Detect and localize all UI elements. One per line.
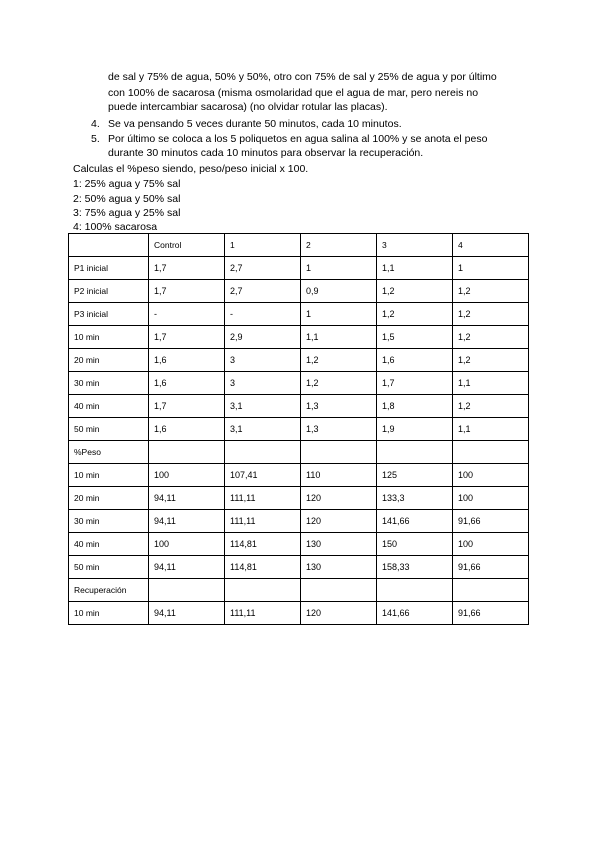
table-cell: 120 <box>301 510 377 533</box>
table-cell: 1,2 <box>453 280 529 303</box>
header-cell <box>69 234 149 257</box>
legend-item-4: 4: 100% sacarosa <box>73 221 158 233</box>
table-cell: 1,7 <box>149 257 225 280</box>
table-cell: 141,66 <box>377 510 453 533</box>
table-cell: 94,11 <box>149 510 225 533</box>
table-cell: 1,7 <box>149 326 225 349</box>
table-row <box>69 349 529 372</box>
table-row <box>69 280 529 303</box>
row-label-cell: 20 min <box>69 487 149 510</box>
table-cell: 1,8 <box>377 395 453 418</box>
table-cell: 100 <box>453 487 529 510</box>
table-cell: 1,2 <box>453 395 529 418</box>
table-cell: 3 <box>225 349 301 372</box>
row-label-cell: P2 inicial <box>69 280 149 303</box>
table-cell: 100 <box>149 533 225 556</box>
table-cell: 94,11 <box>149 556 225 579</box>
row-label-cell: 10 min <box>69 464 149 487</box>
table-row <box>69 533 529 556</box>
table-cell: 91,66 <box>453 556 529 579</box>
table-cell: 114,81 <box>225 533 301 556</box>
table-cell: 150 <box>377 533 453 556</box>
list-item-5-line-2: durante 30 minutos cada 10 minutos para observar la recuperación. <box>108 147 424 159</box>
row-label-cell: 30 min <box>69 372 149 395</box>
header-cell: Control <box>149 234 225 257</box>
table-cell <box>301 441 377 464</box>
row-label-cell: P3 inicial <box>69 303 149 326</box>
table-row <box>69 395 529 418</box>
table-row <box>69 303 529 326</box>
table-cell: 100 <box>453 464 529 487</box>
instruction-continuation-line-3: puede intercambiar sacarosa) (no olvidar rotular las placas). <box>108 101 388 113</box>
table-cell <box>301 579 377 602</box>
table-cell: 1,7 <box>377 372 453 395</box>
table-cell: 1,1 <box>377 257 453 280</box>
table-cell: 1,2 <box>453 326 529 349</box>
row-label-cell: 40 min <box>69 395 149 418</box>
header-cell: 2 <box>301 234 377 257</box>
row-label-cell: 50 min <box>69 418 149 441</box>
table-row <box>69 418 529 441</box>
table-cell: - <box>149 303 225 326</box>
table-cell: 1,2 <box>453 349 529 372</box>
table-row <box>69 326 529 349</box>
table-cell <box>149 579 225 602</box>
table-cell: 120 <box>301 602 377 625</box>
table-cell: 110 <box>301 464 377 487</box>
table-cell: 133,3 <box>377 487 453 510</box>
row-label-cell: 10 min <box>69 326 149 349</box>
table-cell <box>225 579 301 602</box>
table-cell <box>453 441 529 464</box>
table-cell: 1,5 <box>377 326 453 349</box>
table-cell: 91,66 <box>453 510 529 533</box>
row-label-cell: 10 min <box>69 602 149 625</box>
table-cell: 1,2 <box>301 349 377 372</box>
row-label-cell: P1 inicial <box>69 257 149 280</box>
results-table-body <box>69 234 529 625</box>
table-row <box>69 464 529 487</box>
table-cell: 114,81 <box>225 556 301 579</box>
table-cell: 1,7 <box>149 395 225 418</box>
header-cell: 4 <box>453 234 529 257</box>
table-cell: 130 <box>301 556 377 579</box>
table-cell: 94,11 <box>149 602 225 625</box>
table-cell: 0,9 <box>301 280 377 303</box>
table-row <box>69 602 529 625</box>
table-cell <box>453 579 529 602</box>
legend-item-2: 2: 50% agua y 50% sal <box>73 193 181 205</box>
table-cell: 1,6 <box>377 349 453 372</box>
table-cell: 158,33 <box>377 556 453 579</box>
table-cell: 120 <box>301 487 377 510</box>
row-label-cell: 40 min <box>69 533 149 556</box>
table-cell: 91,66 <box>453 602 529 625</box>
row-label-cell: 30 min <box>69 510 149 533</box>
table-row <box>69 556 529 579</box>
table-cell <box>149 441 225 464</box>
table-cell <box>377 441 453 464</box>
table-cell: 1,9 <box>377 418 453 441</box>
table-cell: 107,41 <box>225 464 301 487</box>
table-cell: 1,2 <box>377 303 453 326</box>
table-cell: 100 <box>149 464 225 487</box>
results-table <box>68 233 529 625</box>
table-cell: 130 <box>301 533 377 556</box>
table-cell: 141,66 <box>377 602 453 625</box>
table-row <box>69 487 529 510</box>
table-cell: - <box>225 303 301 326</box>
table-cell: 1,6 <box>149 372 225 395</box>
row-label-cell: %Peso <box>69 441 149 464</box>
table-cell: 1,2 <box>301 372 377 395</box>
table-header-row <box>69 234 529 257</box>
table-row <box>69 441 529 464</box>
table-cell: 1,6 <box>149 418 225 441</box>
table-cell: 1,3 <box>301 395 377 418</box>
row-label-cell: 50 min <box>69 556 149 579</box>
table-row <box>69 579 529 602</box>
legend-item-1: 1: 25% agua y 75% sal <box>73 178 181 190</box>
table-cell: 1,1 <box>453 372 529 395</box>
table-cell: 1,1 <box>453 418 529 441</box>
table-row <box>69 257 529 280</box>
table-cell: 1,2 <box>453 303 529 326</box>
table-cell: 111,11 <box>225 510 301 533</box>
list-number-4: 4. <box>91 118 100 130</box>
table-cell: 3,1 <box>225 395 301 418</box>
table-cell: 1 <box>453 257 529 280</box>
table-row <box>69 510 529 533</box>
table-cell: 1,7 <box>149 280 225 303</box>
row-label-cell: Recuperación <box>69 579 149 602</box>
table-cell: 1,1 <box>301 326 377 349</box>
table-cell: 2,7 <box>225 280 301 303</box>
table-cell <box>377 579 453 602</box>
table-cell: 111,11 <box>225 602 301 625</box>
table-cell: 3 <box>225 372 301 395</box>
table-cell: 1 <box>301 257 377 280</box>
table-cell: 1,2 <box>377 280 453 303</box>
table-cell: 1,6 <box>149 349 225 372</box>
instruction-continuation-line-2: con 100% de sacarosa (misma osmolaridad que el agua de mar, pero nereis no <box>108 87 479 99</box>
table-cell: 100 <box>453 533 529 556</box>
table-cell <box>225 441 301 464</box>
header-cell: 3 <box>377 234 453 257</box>
table-cell: 1,3 <box>301 418 377 441</box>
list-number-5: 5. <box>91 133 100 145</box>
instruction-continuation-line-1: de sal y 75% de agua, 50% y 50%, otro con 75% de sal y 25% de agua y por último <box>108 71 497 83</box>
formula-note: Calculas el %peso siendo, peso/peso inicial x 100. <box>73 163 309 175</box>
table-cell: 3,1 <box>225 418 301 441</box>
list-item-4-text: Se va pensando 5 veces durante 50 minutos, cada 10 minutos. <box>108 118 402 130</box>
table-cell: 94,11 <box>149 487 225 510</box>
table-cell: 2,7 <box>225 257 301 280</box>
row-label-cell: 20 min <box>69 349 149 372</box>
legend-item-3: 3: 75% agua y 25% sal <box>73 207 181 219</box>
table-cell: 111,11 <box>225 487 301 510</box>
header-cell: 1 <box>225 234 301 257</box>
table-cell: 1 <box>301 303 377 326</box>
table-row <box>69 372 529 395</box>
table-cell: 125 <box>377 464 453 487</box>
list-item-5-line-1: Por último se coloca a los 5 poliquetos en agua salina al 100% y se anota el peso <box>108 133 488 145</box>
table-cell: 2,9 <box>225 326 301 349</box>
